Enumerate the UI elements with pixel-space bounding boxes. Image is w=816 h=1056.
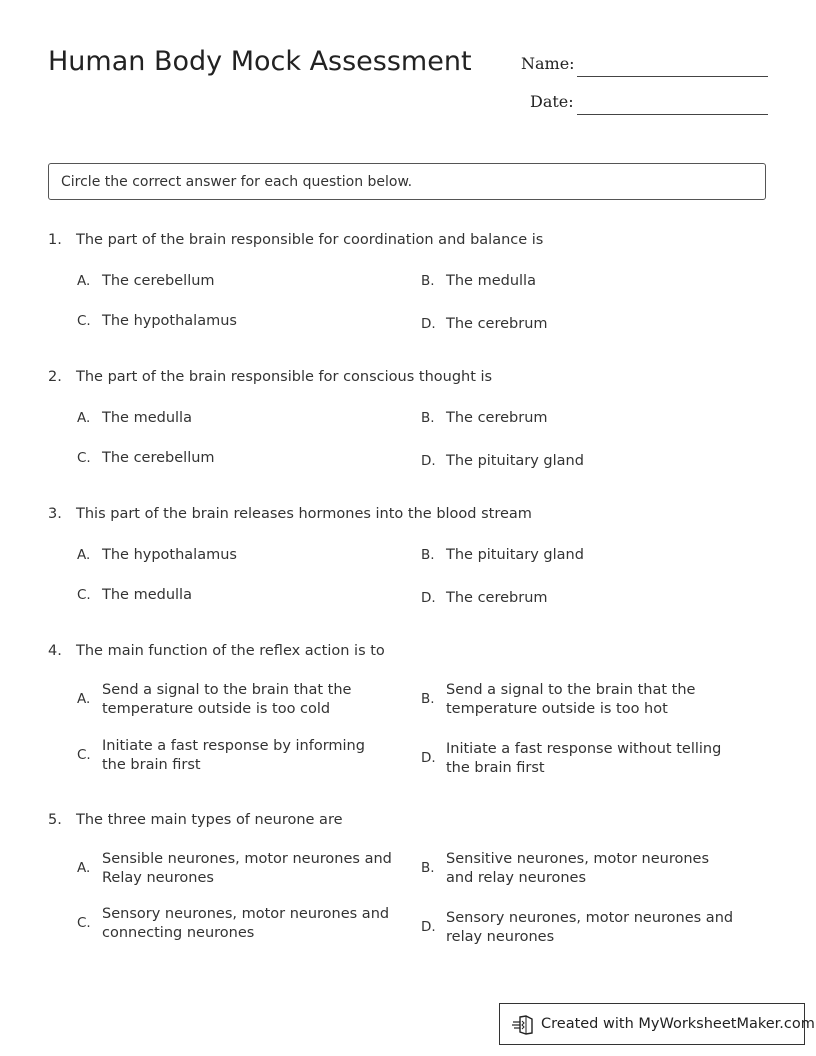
option-text: Send a signal to the brain that the temperature outside is too cold	[102, 682, 352, 717]
option-letter: D.	[421, 316, 436, 332]
worksheet-maker-logo-icon	[512, 1015, 534, 1035]
question-number: 3.	[48, 506, 62, 522]
name-field[interactable]	[577, 76, 768, 77]
instructions-box: Circle the correct answer for each question below.	[48, 163, 766, 200]
footer-badge[interactable]	[499, 1003, 815, 1045]
option-text: The medulla	[446, 273, 536, 289]
option-letter: C.	[77, 313, 91, 329]
option-text: Sensitive neurones, motor neurones and relay neurones	[446, 851, 710, 886]
option-text: The pituitary gland	[446, 453, 584, 469]
option-letter: D.	[421, 750, 436, 766]
option-letter: B.	[421, 547, 435, 563]
question-text: This part of the brain releases hormones into the blood stream	[76, 506, 532, 522]
name-label: Name:	[521, 54, 575, 73]
option-text: The cerebrum	[446, 316, 548, 332]
option-text: The cerebrum	[446, 590, 548, 606]
option-letter: B.	[421, 691, 435, 707]
option-letter: A.	[77, 691, 91, 707]
option-text: Sensible neurones, motor neurones and Relay neurones	[102, 851, 392, 886]
option-letter: A.	[77, 860, 91, 876]
option-text: The pituitary gland	[446, 547, 584, 563]
page-title: Human Body Mock Assessment	[48, 46, 472, 77]
option-text: The cerebellum	[102, 273, 215, 289]
option-text: Initiate a fast response by informing the brain first	[102, 738, 365, 773]
question-text: The part of the brain responsible for coordination and balance is	[76, 232, 544, 248]
option-letter: C.	[77, 450, 91, 466]
option-letter: D.	[421, 453, 436, 469]
option-text: The hypothalamus	[102, 547, 237, 563]
option-letter: C.	[77, 587, 91, 603]
date-field[interactable]	[577, 114, 768, 115]
question-text: The three main types of neurone are	[76, 812, 343, 828]
option-letter: C.	[77, 747, 91, 763]
option-text: Initiate a fast response without telling the brain first	[446, 741, 722, 776]
option-letter: A.	[77, 273, 91, 289]
option-letter: B.	[421, 410, 435, 426]
question-number: 4.	[48, 643, 62, 659]
option-text: Sensory neurones, motor neurones and connecting neurones	[102, 906, 390, 941]
option-text: The medulla	[102, 587, 192, 603]
option-text: The cerebrum	[446, 410, 548, 426]
option-text: The cerebellum	[102, 450, 215, 466]
option-letter: D.	[421, 590, 436, 606]
question-text: The main function of the reflex action is to	[76, 643, 385, 659]
option-text: Send a signal to the brain that the temperature outside is too hot	[446, 682, 696, 717]
question-number: 5.	[48, 812, 62, 828]
option-letter: B.	[421, 860, 435, 876]
footer-text: Created with MyWorksheetMaker.com	[541, 1016, 815, 1032]
option-letter: B.	[421, 273, 435, 289]
option-letter: A.	[77, 547, 91, 563]
question-text: The part of the brain responsible for conscious thought is	[76, 369, 493, 385]
option-letter: A.	[77, 410, 91, 426]
option-text: The hypothalamus	[102, 313, 237, 329]
question-number: 2.	[48, 369, 62, 385]
question-number: 1.	[48, 232, 62, 248]
option-text: Sensory neurones, motor neurones and relay neurones	[446, 910, 734, 945]
option-text: The medulla	[102, 410, 192, 426]
date-label: Date:	[530, 92, 574, 111]
option-letter: C.	[77, 915, 91, 931]
option-letter: D.	[421, 919, 436, 935]
